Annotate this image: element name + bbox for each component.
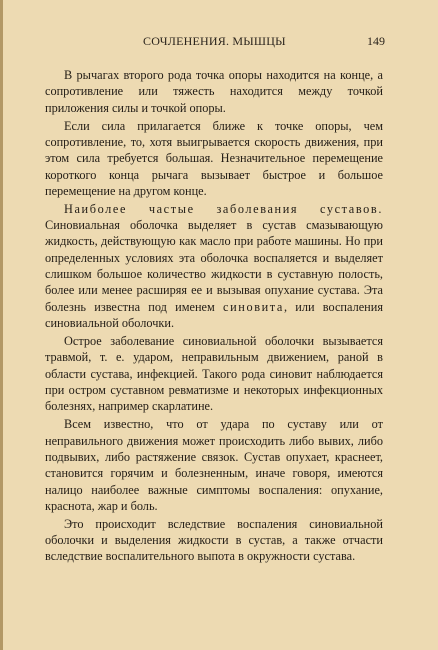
paragraph-acute-synovitis (45, 333, 383, 415)
paragraph-lever-second-kind (45, 67, 383, 116)
running-title: СОЧЛЕНЕНИЯ. МЫШЦЫ (143, 34, 286, 48)
paragraph-text: В рычагах второго рода точка опоры находится на конце, а сопротивление или тяжесть находится между точкой приложения силы и точкой опоры. (45, 68, 383, 115)
paragraph-force-near-fulcrum (45, 118, 383, 200)
paragraph-text: Всем известно, что от удара по суставу или от неправильного движения может происходить либо вывих, либо подвывих, либо растяжение связок. Сустав опухает, краснеет, становится горячим и болезненным, иначе говоря, имеются налицо наиболее важные симптомы воспаления: опухание, краснота, жар и боль. (45, 417, 383, 513)
page-body (45, 67, 383, 566)
emphasized-term: синовита (223, 299, 284, 314)
paragraph-text: Синовиальная оболочка выделяет в сустав смазывающую жидкость, действующую как масло при работе машины. Но при определенных условиях эта оболочка воспаляется и выделяет слишком большое количество жидкости в суставную полость, более или менее расширяя ее и вызывая опухание сустава. Эта болезнь известна под именем (45, 218, 383, 314)
paragraph-text-end: , или воспаления синовиальной оболочки. (45, 299, 383, 331)
paragraph-text: Если сила прилагается ближе к точке опоры, чем сопротивление, то, хотя выигрывается скорость движения, при этом сила требуется большая. Незначительное перемещение короткого конца рычага вызывает быстрое и большое перемещение на другом конце. (45, 118, 383, 198)
paragraph-inflammation-cause (45, 516, 383, 565)
page-header (3, 34, 438, 50)
paragraph-text: Острое заболевание синовиальной оболочки вызывается травмой, т. е. ударом, неправильным движением, раной в области сустава, инфекцией. Такого рода синовит наблюдается при остром суставном ревматизме и некоторых инфекционных болезнях, например скарлатине. (45, 334, 383, 414)
paragraph-dislocation-symptoms (45, 416, 383, 514)
page-number: 149 (367, 34, 385, 48)
paragraph-joint-diseases (45, 201, 383, 332)
section-heading: Наиболее частые заболевания суставов. (64, 201, 383, 216)
paragraph-text: Это происходит вследствие воспаления синовиальной оболочки и выделения жидкости в сустав, а также отчасти вследствие воспалительного выпота в окружности сустава. (45, 516, 383, 564)
